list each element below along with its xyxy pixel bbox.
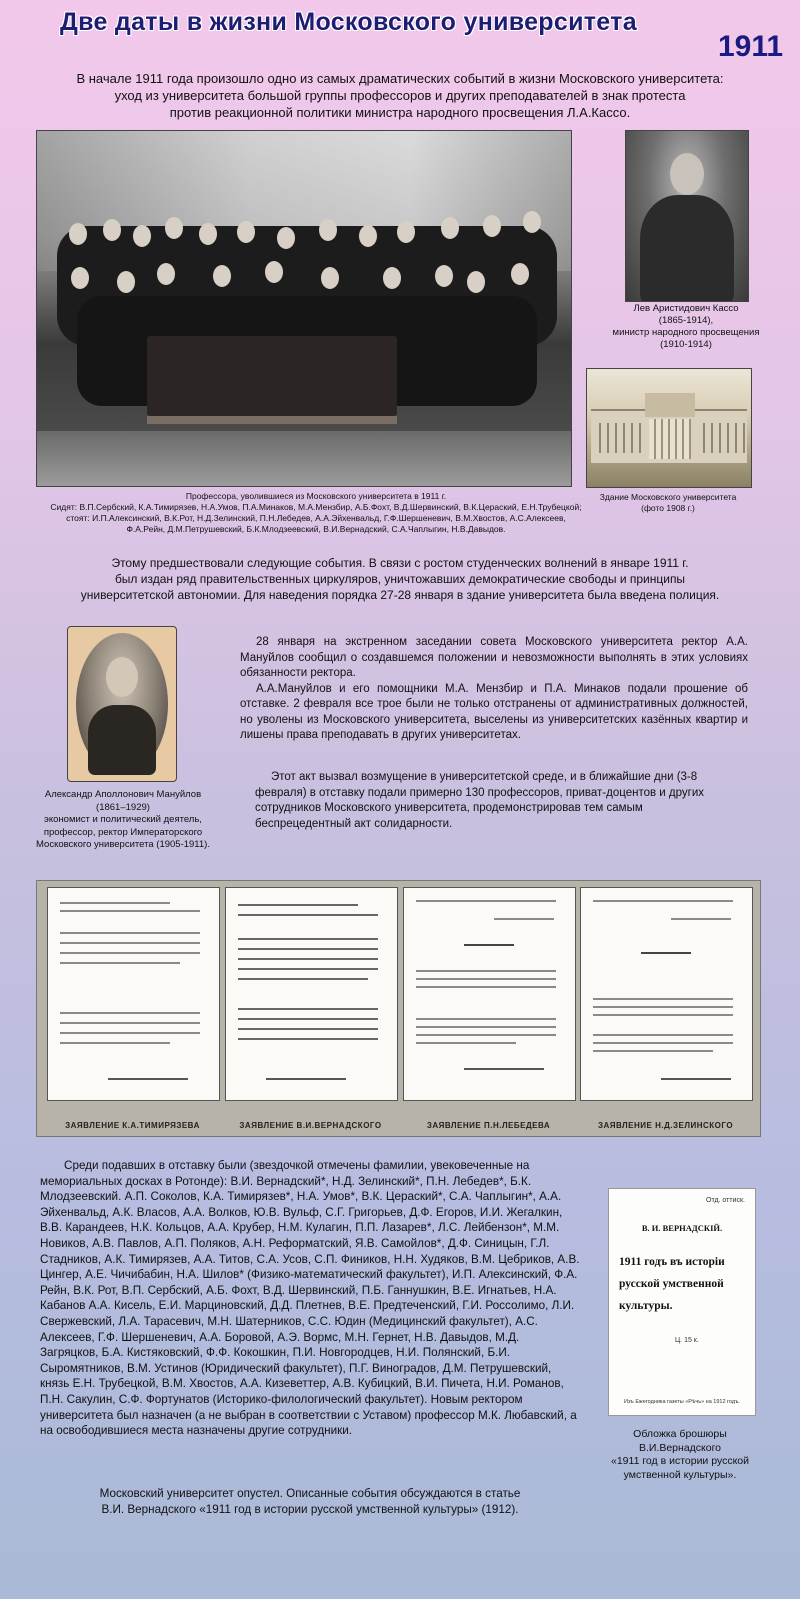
paragraph-line: Московский университет опустел. Описанные события обсуждаются в статье — [99, 1487, 521, 1500]
paragraph-line: университетской автономии. Для наведения порядка 27-28 января в здание университета была введена полиция. — [80, 588, 720, 602]
resigned-list-paragraph — [40, 1158, 580, 1439]
events-paragraph — [40, 555, 760, 603]
conclusion-paragraph — [40, 1486, 580, 1517]
year-label: 1911 — [718, 30, 784, 63]
caption-line: умственной культуры». — [623, 1468, 737, 1481]
caption-line: экономист и политический деятель, — [44, 814, 202, 825]
paragraph: Среди подавших в отставку были (звездочкой отмечены фамилии, увековеченные на мемориальных досках в Ротонде): В.И. Вернадский*, Н.Д. Зелинский*, П.Н. Лебедев*, Б.К. Млодзеевский. А.П. Соколов, К.А. Тимирязев*, Н.А. Умов*, В.К. Цераский*, С.А. Чаплыгин*, А.А. Эйхенвальд, А.К. Власов, А.А. Волков, Ю.В. Вульф, С.Г. Григорьев, Д.Ф. Егоров, И.И. Жегалкин, В.В. Карандеев, Н.К. Кольцов, А.А. Крубер, Н.М. Кулагин, П.П. Лазарев*, Л.С. Лейбензон*, М.М. Новиков, А.В. Павлов, А.П. Поляков, А.Н. Реформатский, Я.В. Самойлов*, Д.Ф. Синицын, Г.Л. Стадников, А.К. Тимирязев, А.А. Титов, С.А. Усов, С.П. Фиников, Н.Н. Худяков, В.М. Цебриков, А.В. Цингер, А.Е. Чичибабин, Н.А. Шилов* (Физико-математический факультет), И.П. Алексинский, Ф.А. Рейн, В.К. Рот, В.П. Сербский, А.Б. Фохт, В.Д. Шервинский, П.Б. Ганнушкин, В.Е. Игнатьев, Н.А. Кабанов А.А. Кисель, Е.И. Марциновский, Д.Д. Плетнев, В.Е. Предтеченский, Г.И. Россолимо, Л.И. Свержевский, Л.А. Тарасевич, М.Н. Шатерников, С.С. Юдин (Медицинский факультет), А.С. Алексеев, Г.Ф. Шершеневич, А.А. Боровой, А.Э. Вормс, М.Н. Гернет, Н.В. Давыдов, М.Д. Загряцков, Б.А. Кистяковский, Ф.Ф. Кокошкин, П.И. Новгородцев, Н.И. Полянский, Б.И. Сыромятников, В.М. Устинов (Юридический факультет), П.Г. Виноградов, Д.М. Петрушевский, князь Е.Н. Трубецкой, В.М. Хвостов, А.А. Кизеветтер, А.В. Кубицкий, В.И. Пичета, Н.И. Романов, П.Н. Сакулин, С.Ф. Фортунатов (Историко-филологический факультет). Новым ректором университета был назначен (а не выбран в соответствии с Уставом) профессор М.К. Любавский, а на освободившиеся места назначены другие сотрудники. — [40, 1159, 580, 1438]
group-photo-caption — [36, 491, 596, 535]
caption-line: (1861–1929) — [96, 801, 150, 813]
manuilov-portrait — [67, 626, 177, 782]
manuilov-caption — [28, 789, 218, 852]
kasso-caption — [600, 303, 772, 351]
caption-line: Ф.А.Рейн, Д.М.Петрушевский, Б.К.Млодзеевский, В.И.Вернадский, С.А.Чаплыгин, Н.В.Давыдов. — [126, 524, 506, 534]
caption-line: министр народного просвещения — [612, 327, 760, 338]
brochure-author: В. И. ВЕРНАДСКІЙ. — [641, 1223, 723, 1233]
caption-line: «1911 год в истории русской — [611, 1455, 749, 1467]
brochure-price: Ц. 15 к. — [675, 1337, 699, 1344]
caption-line: Лев Аристидович Кассо — [633, 303, 739, 314]
intro-line: против реакционной политики министра народного просвещения Л.А.Кассо. — [169, 105, 631, 120]
solidarity-paragraph — [255, 770, 741, 832]
brochure-footer: Изъ Ежегодника газеты «Рѣчь» на 1912 годъ. — [624, 1399, 740, 1405]
caption-line: профессор, ректор Императорского — [43, 826, 203, 838]
resignation-letters-strip — [36, 880, 761, 1137]
letter-label: ЗАЯВЛЕНИЕ П.Н.ЛЕБЕДЕВА — [426, 1121, 551, 1130]
page-title: Две даты в жизни Московского университета — [60, 8, 637, 36]
caption-line: стоят: И.П.Алексинский, В.К.Рот, Н.Д.Зелинский, П.Н.Лебедев, А.А.Эйхенвальд, Г.Ф.Шершеневич, В.М.Хвостов, А.С.Алексеев, — [66, 513, 566, 523]
paragraph-line: Этому предшествовали следующие события. В связи с ростом студенческих волнений в январе 1911 г. — [111, 556, 689, 570]
brochure-cover — [608, 1188, 756, 1416]
letter-label: ЗАЯВЛЕНИЕ Н.Д.ЗЕЛИНСКОГО — [597, 1121, 734, 1130]
caption-line: Профессора, уволившиеся из Московского университета в 1911 г. — [185, 491, 447, 501]
paragraph-line: В.И. Вернадского «1911 год в истории русской умственной культуры» (1912). — [101, 1502, 519, 1516]
rector-paragraph — [240, 635, 748, 744]
caption-line: В.И.Вернадского — [638, 1441, 722, 1454]
letter-vernadsky — [225, 887, 398, 1101]
building-caption — [586, 492, 750, 514]
caption-line: (фото 1908 г.) — [641, 503, 695, 513]
letter-timiryazev — [47, 887, 220, 1101]
intro-line: уход из университета большой группы профессоров и других преподавателей в знак протеста — [114, 88, 686, 103]
paragraph: 28 января на экстренном заседании совета Московского университета ректор А.А. Мануйлов сообщил о создавшемся положении и невозможности выполнять в этих условиях обязанности ректора. — [240, 636, 748, 679]
caption-line: Сидят: В.П.Сербский, К.А.Тимирязев, Н.А.Умов, П.А.Минаков, М.А.Мензбир, А.Б.Фохт, В.Д.Шервинский, В.К.Цераский, Е.Н.Трубецкой; — [50, 502, 582, 512]
caption-line: Московского университета (1905-1911). — [36, 839, 210, 850]
caption-line: Александр Аполлонович Мануйлов — [44, 789, 202, 800]
kasso-portrait — [625, 130, 749, 302]
letter-lebedev — [403, 887, 576, 1101]
letter-label: ЗАЯВЛЕНИЕ В.И.ВЕРНАДСКОГО — [239, 1121, 382, 1130]
paragraph: Этот акт вызвал возмущение в университетской среде, и в ближайшие дни (3-8 февраля) в отставку подали примерно 130 профессоров, приват-доцентов и других сотрудников Московского университета, продемонстрировав тем самым беспрецедентный акт солидарности. — [255, 771, 704, 830]
caption-line: (1865-1914), — [658, 315, 714, 326]
letter-zelinsky — [580, 887, 753, 1101]
university-building-photo — [586, 368, 752, 488]
letter-label: ЗАЯВЛЕНИЕ К.А.ТИМИРЯЗЕВА — [65, 1121, 200, 1130]
paragraph: А.А.Мануйлов и его помощники М.А. Мензбир и П.А. Минаков подали прошение об отставке. 2 февраля все трое были не только отстранены от административных должностей, но уволены из Московского университета, выселены из университетских казённых квартир и лишены права преподавать в других университетах. — [240, 682, 748, 741]
intro-line: В начале 1911 года произошло одно из самых драматических событий в жизни Московского университета: — [76, 71, 724, 86]
brochure-title: 1911 годъ въ исторіи русской умственной культуры. — [619, 1256, 725, 1312]
caption-line: Обложка брошюры — [633, 1428, 727, 1440]
brochure-top-note: Отд. оттиск. — [706, 1197, 745, 1204]
caption-line: (1910-1914) — [660, 339, 712, 350]
paragraph-line: был издан ряд правительственных циркуляров, уничтожавших демократические свободы и принципы — [114, 572, 686, 586]
brochure-caption — [590, 1428, 770, 1482]
professors-group-photo — [36, 130, 572, 487]
caption-line: Здание Московского университета — [599, 492, 737, 502]
intro-text — [20, 70, 780, 121]
